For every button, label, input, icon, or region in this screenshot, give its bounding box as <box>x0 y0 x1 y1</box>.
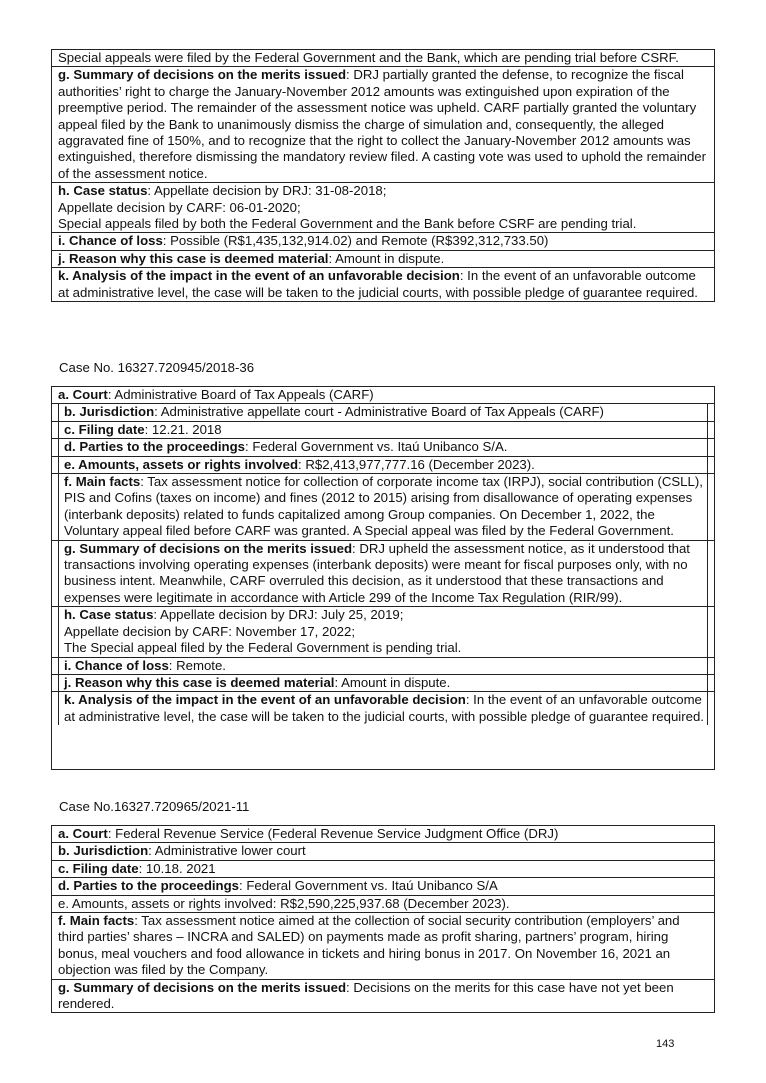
row-label: f. Main facts <box>64 474 141 490</box>
case1-row <box>52 251 714 268</box>
row-line <box>64 675 708 691</box>
row-line <box>58 268 708 301</box>
row-text: : Federal Government vs. Itaú Unibanco S/A <box>239 878 498 894</box>
row-text: : Administrative appellate court - Administrative Board of Tax Appeals (CARF) <box>154 404 604 420</box>
row-line <box>58 67 708 182</box>
case2-title: Case No. 16327.720945/2018-36 <box>59 360 255 375</box>
row-text: : In the event of an unfavorable outcome at administrative level, the case will be taken to the judicial courts, with possible pledge of guarantee required. <box>64 692 704 724</box>
case1-row <box>52 268 714 301</box>
row-text: : DRJ partially granted the defense, to recognize the fiscal authorities’ right to charge the January-November 2012 amounts was extinguished upon expiration of the preemptive period. The remainder of the assessment notice was upheld. CARF partially granted the voluntary appeal filed by the Bank to unanimously dismiss the charge of simulation and, consequently, the alleged aggravated fine of 150%, and to recognize that the right to collect the January-November 2012 amounts was extinguished, therefore dismissing the mandatory review filed. A casting vote was used to uphold the remainder of the assessment notice. <box>58 67 707 181</box>
row-label: g. Summary of decisions on the merits issued <box>64 540 353 556</box>
row-extra-line: The Special appeal filed by the Federal Government is pending trial. <box>64 640 462 656</box>
row-text: : Possible (R$1,435,132,914.02) and Remote (R$392,312,733.50) <box>162 233 549 249</box>
case3-row <box>52 878 714 895</box>
case1-row <box>52 183 714 233</box>
case3-table <box>51 825 715 1013</box>
row-text: : Appellate decision by DRJ: 31-08-2018; <box>147 183 387 199</box>
row-label: i. Chance of loss <box>64 657 169 673</box>
row-label: a. Court <box>58 826 108 841</box>
row-line <box>64 658 708 674</box>
case3-row <box>52 896 714 913</box>
case2-row <box>52 474 714 541</box>
row-line <box>64 439 708 455</box>
row-line <box>64 457 708 473</box>
row-line <box>58 826 708 842</box>
case3-row <box>52 913 714 980</box>
row-label: h. Case status <box>64 607 154 623</box>
case2-row <box>52 541 714 608</box>
case3-row <box>52 826 714 843</box>
row-line <box>58 878 708 894</box>
row-line <box>58 896 708 912</box>
row-line <box>64 692 708 725</box>
case2-row-court <box>52 387 714 404</box>
row-extra-line: Special appeals filed by both the Federal Government and the Bank before CSRF are pending trial. <box>58 216 637 232</box>
row-text: : 12.21. 2018 <box>144 421 222 437</box>
row-text: : R$2,413,977,777.16 (December 2023). <box>298 456 535 472</box>
row-label: j. Reason why this case is deemed material <box>58 250 329 266</box>
row-label: d. Parties to the proceedings <box>64 439 245 455</box>
row-line <box>64 541 708 607</box>
case2-row <box>52 422 714 439</box>
row-text: : In the event of an unfavorable outcome at administrative level, the case will be taken to the judicial courts, with possible pledge of guarantee required. <box>58 268 698 300</box>
row-extra-line: Appellate decision by CARF: 06-01-2020; <box>58 199 301 215</box>
row-line <box>58 50 708 66</box>
row-label: j. Reason why this case is deemed material <box>64 674 335 690</box>
row-line <box>58 913 708 979</box>
row-line <box>64 422 708 438</box>
row-label: i. Chance of loss <box>58 233 163 249</box>
row-extra-line: Appellate decision by CARF: November 17, 2022; <box>64 623 356 639</box>
case1-table-continued <box>51 49 715 302</box>
row-label: c. Filing date <box>58 860 139 876</box>
row-label: d. Parties to the proceedings <box>58 878 239 894</box>
case1-row <box>52 67 714 183</box>
row-label: g. Summary of decisions on the merits issued <box>58 67 347 83</box>
row-line <box>64 404 708 420</box>
row-label: b. Jurisdiction <box>64 404 155 420</box>
case3-row <box>52 861 714 878</box>
case2-row <box>52 658 714 675</box>
row-text: : Remote. <box>168 657 226 673</box>
case1-row <box>52 233 714 250</box>
row-text: : 10.18. 2021 <box>138 860 216 876</box>
row-line <box>58 861 708 877</box>
case3-title: Case No.16327.720965/2021-11 <box>59 799 250 814</box>
row-label: b. Jurisdiction <box>58 843 149 859</box>
row-text: : Federal Government vs. Itaú Unibanco S/A. <box>245 439 508 455</box>
row-text: : Amount in dispute. <box>334 674 451 690</box>
case2-row <box>52 607 714 657</box>
case2-table <box>51 386 715 770</box>
row-text: : Administrative lower court <box>148 843 306 859</box>
row-line <box>58 183 708 199</box>
row-label: h. Case status <box>58 183 148 199</box>
row-text: : Administrative Board of Tax Appeals (CARF) <box>107 387 374 402</box>
row-label: e. Amounts, assets or rights involved <box>64 456 299 472</box>
row-text: : DRJ upheld the assessment notice, as it understood that transactions involving operating expenses (interbank deposits) were meant for fiscal purposes only, with no business intent. Meanwhile, CARF overruled this decision, as it understood that these transactions and expenses were legitimate in accordance with Article 299 of the Income Tax Regulation (RIR/99). <box>64 540 690 605</box>
row-text: Special appeals were filed by the Federal Government and the Bank, which are pending trial before CSRF. <box>58 50 679 65</box>
row-text: e. Amounts, assets or rights involved: R$2,590,225,937.68 (December 2023). <box>58 895 510 911</box>
row-text: : Appellate decision by DRJ: July 25, 2019; <box>153 607 404 623</box>
row-text: : Tax assessment notice aimed at the collection of social security contribution (employers’ and third parties’ shares – INCRA and SALED) on payments made as profit sharing, partners’ program, hiring bonus, meal vouchers and food allowance in tickets and hiring bonus in 2017. On November 16, 2021 an objection was filed by the Company. <box>58 913 680 978</box>
case2-row <box>52 692 714 725</box>
row-line <box>64 474 708 540</box>
case2-row <box>52 404 714 421</box>
case3-row <box>52 843 714 860</box>
row-text: : Amount in dispute. <box>328 250 445 266</box>
case3-row <box>52 980 714 1013</box>
row-line <box>58 980 708 1013</box>
row-line <box>58 251 708 267</box>
row-label: k. Analysis of the impact in the event of an unfavorable decision <box>58 268 460 284</box>
case2-row <box>52 675 714 692</box>
row-text: : Decisions on the merits for this case have not yet been rendered. <box>58 979 674 1012</box>
row-label: k. Analysis of the impact in the event of an unfavorable decision <box>64 692 466 708</box>
row-line <box>64 607 708 623</box>
row-label: a. Court <box>58 387 108 402</box>
case2-row <box>52 439 714 456</box>
row-text: : Federal Revenue Service (Federal Revenue Service Judgment Office (DRJ) <box>107 826 559 841</box>
case2-inner-rows <box>52 404 714 725</box>
row-label: f. Main facts <box>58 913 135 929</box>
case1-row <box>52 50 714 67</box>
row-line <box>58 843 708 859</box>
row-text: : Tax assessment notice for collection of corporate income tax (IRPJ), social contribution (CSLL), PIS and Cofins (taxes on income) and fines (2012 to 2015) arising from disallowance of operating expenses (interbank deposits) related to funds capitalized among Group companies. On December 1, 2022, the Voluntary appeal filed before CARF was granted. A Special appeal was filed by the Federal Government. <box>64 474 703 539</box>
case2-row <box>52 457 714 474</box>
row-label: c. Filing date <box>64 421 145 437</box>
row-line <box>58 233 708 249</box>
row-label: g. Summary of decisions on the merits issued <box>58 979 347 995</box>
page-number: 143 <box>656 1038 675 1050</box>
